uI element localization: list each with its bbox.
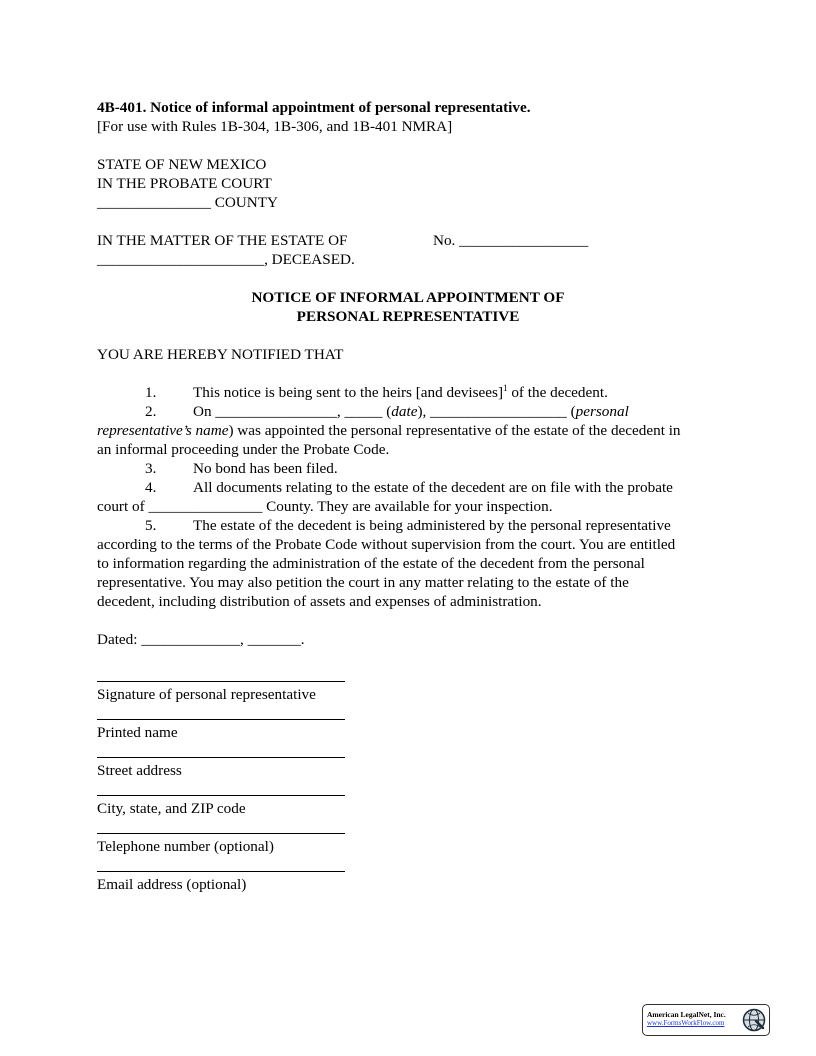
footer-logo[interactable] (642, 1004, 770, 1036)
street-address-label: Street address (97, 762, 182, 779)
email-label: Email address (optional) (97, 876, 247, 893)
item-5-line2: according to the terms of the Probate Code without supervision from the court. You are entitled (97, 536, 676, 553)
item-2-rep-name-label: representative’s name (97, 422, 229, 439)
caption-matter: IN THE MATTER OF THE ESTATE OF (97, 232, 348, 249)
logo-company-name: American LegalNet, Inc. (647, 1010, 726, 1019)
intro-text: YOU ARE HEREBY NOTIFIED THAT (97, 346, 344, 363)
item-2-date-label: date (391, 403, 418, 420)
caption-deceased: ______________________, DECEASED. (97, 251, 355, 268)
item-2-line3: an informal proceeding under the Probate Code. (97, 441, 390, 458)
signature-line (97, 681, 345, 682)
item-2-personal-label: personal (575, 403, 629, 420)
item-1-text-a: This notice is being sent to the heirs [and devisees] (193, 384, 504, 401)
signature-label: Signature of personal representative (97, 686, 316, 703)
city-state-zip-line (97, 795, 345, 796)
caption-state: STATE OF NEW MEXICO (97, 156, 267, 173)
dated-line: Dated: _____________, _______. (97, 631, 305, 648)
item-2-line2 (97, 421, 681, 440)
caption-court: IN THE PROBATE COURT (97, 175, 272, 192)
city-state-zip-label: City, state, and ZIP code (97, 800, 246, 817)
item-2-number: 2. (145, 403, 157, 420)
item-1-number: 1. (145, 384, 157, 401)
telephone-line (97, 833, 345, 834)
item-2-line1 (193, 402, 629, 421)
case-number: No. _________________ (433, 232, 589, 249)
street-address-line (97, 757, 345, 758)
form-heading: 4B-401. Notice of informal appointment of personal representative. (97, 99, 531, 116)
notice-title-line2: PERSONAL REPRESENTATIVE (296, 308, 520, 325)
item-3-text: No bond has been filed. (193, 460, 338, 477)
item-4-line1: All documents relating to the estate of the decedent are on file with the probate (193, 479, 673, 496)
item-4-number: 4. (145, 479, 157, 496)
item-5-line1: The estate of the decedent is being administered by the personal representative (193, 517, 671, 534)
item-5-line3: to information regarding the administration of the estate of the decedent from the personal (97, 555, 645, 572)
email-line (97, 871, 345, 872)
item-5-line5: decedent, including distribution of assets and expenses of administration. (97, 593, 542, 610)
item-2-text-b: ), __________________ ( (417, 403, 576, 420)
notice-title-line1: NOTICE OF INFORMAL APPOINTMENT OF (251, 289, 565, 306)
printed-name-line (97, 719, 345, 720)
item-2-text-c: ) was appointed the personal representative of the estate of the decedent in (228, 422, 681, 439)
item-5-line4: representative. You may also petition the court in any matter relating to the estate of the (97, 574, 629, 591)
footnote-marker: 1 (503, 383, 508, 393)
logo-url-link[interactable]: www.FormsWorkFlow.com (647, 1019, 725, 1027)
item-1-text (193, 383, 608, 402)
item-3-number: 3. (145, 460, 157, 477)
caption-county: _______________ COUNTY (97, 194, 278, 211)
telephone-label: Telephone number (optional) (97, 838, 274, 855)
item-2-text-a: On ________________, _____ ( (193, 403, 392, 420)
globe-icon (742, 1008, 766, 1032)
item-4-line2: court of _______________ County. They are available for your inspection. (97, 498, 553, 515)
item-1-text-b: of the decedent. (507, 384, 608, 401)
item-5-number: 5. (145, 517, 157, 534)
printed-name-label: Printed name (97, 724, 178, 741)
form-rules: [For use with Rules 1B-304, 1B-306, and 1B-401 NMRA] (97, 118, 453, 135)
